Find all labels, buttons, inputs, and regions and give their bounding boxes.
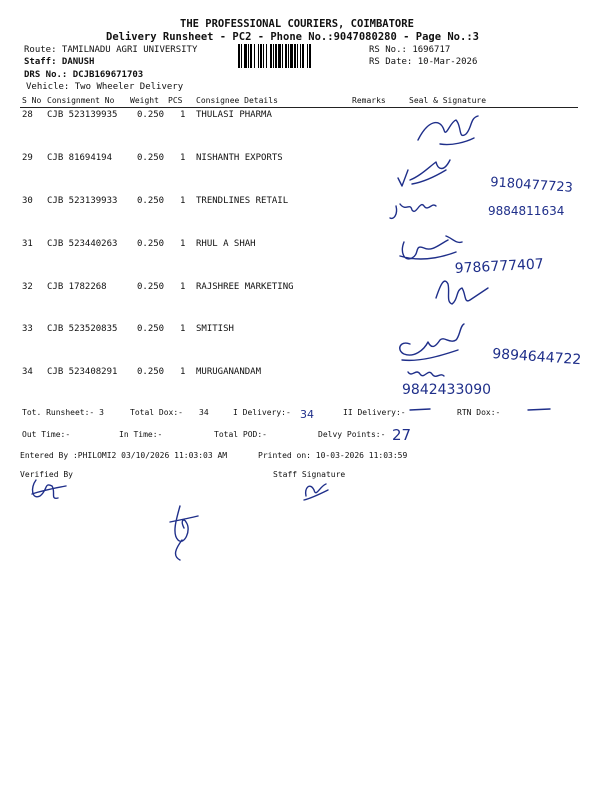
ii-delivery-label: II Delivery:- xyxy=(343,408,406,417)
route-label: Route: TAMILNADU AGRI UNIVERSITY xyxy=(24,45,198,55)
total-pod-label: Total POD:- xyxy=(214,430,267,439)
i-delivery-label: I Delivery:- xyxy=(233,408,291,417)
col-weight: Weight xyxy=(130,96,159,105)
entered-by: Entered By :PHILOMI2 03/10/2026 11:03:03 AM xyxy=(20,451,228,460)
row-pcs: 1 xyxy=(180,239,186,249)
verified-by-label: Verified By xyxy=(20,470,73,479)
phone-row-29: 9180477723 xyxy=(489,175,574,196)
rs-date: RS Date: 10-Mar-2026 xyxy=(369,57,478,67)
row-pcs: 1 xyxy=(180,324,186,334)
row-pcs: 1 xyxy=(180,282,186,292)
staff-label: Staff: DANUSH xyxy=(24,57,95,67)
row-sno: 30 xyxy=(22,196,33,206)
col-seal-signature: Seal & Signature xyxy=(409,96,487,105)
phone-row-30: 9884811634 xyxy=(488,204,565,218)
row-consignment: CJB 523408291 xyxy=(47,367,118,377)
row-consignment: CJB 523520835 xyxy=(47,324,118,334)
delvy-points-label: Delvy Points:- xyxy=(318,430,386,439)
row-consignee: THULASI PHARMA xyxy=(196,110,272,120)
row-consignment: CJB 523440263 xyxy=(47,239,118,249)
drs-number: DRS No.: DCJB169671703 xyxy=(24,70,144,80)
delvy-points-value: 27 xyxy=(392,426,412,444)
row-consignment: CJB 1782268 xyxy=(47,282,107,292)
row-sno: 32 xyxy=(22,282,33,292)
row-pcs: 1 xyxy=(180,153,186,163)
out-time-label: Out Time:- xyxy=(22,430,71,439)
staff-signature-label: Staff Signature xyxy=(273,470,346,479)
rs-number: RS No.: 1696717 xyxy=(369,45,451,55)
row-weight: 0.250 xyxy=(137,196,165,206)
row-pcs: 1 xyxy=(180,367,186,377)
row-pcs: 1 xyxy=(180,110,186,120)
row-weight: 0.250 xyxy=(137,110,165,120)
row-sno: 33 xyxy=(22,324,33,334)
total-dox-value: 34 xyxy=(199,408,209,417)
col-consignment: Consignment No xyxy=(47,96,115,105)
col-remarks: Remarks xyxy=(352,96,386,105)
row-sno: 31 xyxy=(22,239,33,249)
col-sno: S No xyxy=(22,96,42,105)
in-time-label: In Time:- xyxy=(119,430,163,439)
row-weight: 0.250 xyxy=(137,282,165,292)
row-sno: 29 xyxy=(22,153,33,163)
row-consignee: NISHANTH EXPORTS xyxy=(196,153,283,163)
phone-row-31: 9786777407 xyxy=(454,256,545,277)
company-title: THE PROFESSIONAL COURIERS, COIMBATORE xyxy=(180,18,414,30)
rtn-dox-label: RTN Dox:- xyxy=(457,408,501,417)
col-consignee: Consignee Details xyxy=(196,96,278,105)
row-consignment: CJB 523139935 xyxy=(47,110,118,120)
col-pcs: PCS xyxy=(168,96,183,105)
row-consignee: RHUL A SHAH xyxy=(196,239,256,249)
row-weight: 0.250 xyxy=(137,239,165,249)
row-sno: 34 xyxy=(22,367,33,377)
row-weight: 0.250 xyxy=(137,324,165,334)
row-consignee: RAJSHREE MARKETING xyxy=(196,282,294,292)
runsheet-subtitle: Delivery Runsheet - PC2 - Phone No.:9047080280 - Page No.:3 xyxy=(106,31,479,43)
row-consignment: CJB 81694194 xyxy=(47,153,113,163)
row-consignee: TRENDLINES RETAIL xyxy=(196,196,289,206)
total-dox-label: Total Dox:- xyxy=(130,408,183,417)
phone-row-33: 9894644722 xyxy=(491,346,582,369)
row-weight: 0.250 xyxy=(137,367,165,377)
i-delivery-value: 34 xyxy=(300,408,314,421)
vehicle-label: Vehicle: Two Wheeler Delivery xyxy=(26,82,184,92)
printed-on: Printed on: 10-03-2026 11:03:59 xyxy=(258,451,408,460)
row-weight: 0.250 xyxy=(137,153,165,163)
row-consignee: SMITISH xyxy=(196,324,234,334)
row-consignment: CJB 523139933 xyxy=(47,196,118,206)
row-consignee: MURUGANANDAM xyxy=(196,367,262,377)
row-pcs: 1 xyxy=(180,196,186,206)
tot-runsheet: Tot. Runsheet:- 3 xyxy=(22,408,104,417)
phone-row-34: 9842433090 xyxy=(402,382,492,398)
row-sno: 28 xyxy=(22,110,33,120)
